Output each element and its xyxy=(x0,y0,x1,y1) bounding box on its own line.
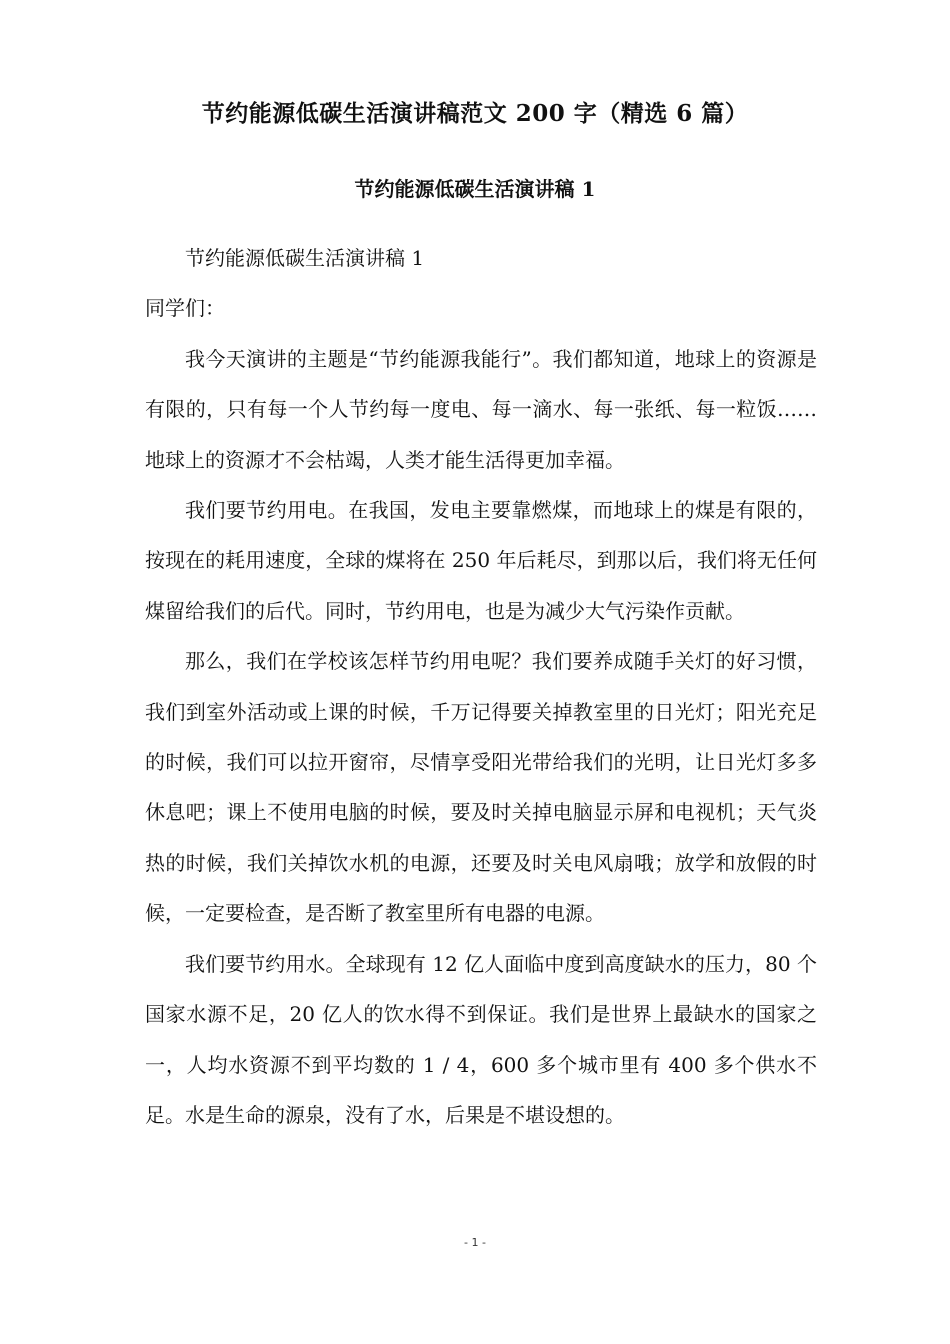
document-title: 节约能源低碳生活演讲稿范文 200 字（精选 6 篇） xyxy=(201,100,749,127)
paragraph: 我今天演讲的主题是“节约能源我能行”。我们都知道，地球上的资源是有限的，只有每一个人节约每一度电、每一滴水、每一张纸、每一粒饭……地球上的资源才不会枯竭，人类才能生活得更加幸福。 xyxy=(145,346,817,472)
paragraph: 那么，我们在学校该怎样节约用电呢？我们要养成随手关灯的好习惯，我们到室外活动或上课的时候，千万记得要关掉教室里的日光灯；阳光充足的时候，我们可以拉开窗帘，尽情享受阳光带给我们的光明，让日光灯多多休息吧；课上不使用电脑的时候，要及时关掉电脑显示屏和电视机；天气炎热的时候，我们关掉饮水机的电源，还要及时关电风扇哦；放学和放假的时候，一定要检查，是否断了教室里所有电器的电源。 xyxy=(145,649,817,926)
paragraph: 我们要节约用电。在我国，发电主要靠燃煤，而地球上的煤是有限的，按现在的耗用速度，全球的煤将在 250 年后耗尽，到那以后，我们将无任何煤留给我们的后代。同时，节约用电，也是为减少大气污染作贡献。 xyxy=(145,498,817,623)
section-title: 节约能源低碳生活演讲稿 1 xyxy=(354,177,596,201)
salutation: 同学们： xyxy=(145,296,225,321)
page-number: - 1 - xyxy=(464,1236,486,1249)
paragraph: 我们要节约用水。全球现有 12 亿人面临中度到高度缺水的压力，80 个国家水源不足，20 亿人的饮水得不到保证。我们是世界上最缺水的国家之一，人均水资源不到平均数的 1 / 4，600 多个城市里有 400 多个供水不足。水是生命的源泉，没有了水，后果是不堪设想的。 xyxy=(145,951,817,1127)
document-body xyxy=(145,233,817,1140)
subtitle-line: 节约能源低碳生活演讲稿 1 xyxy=(185,246,425,270)
